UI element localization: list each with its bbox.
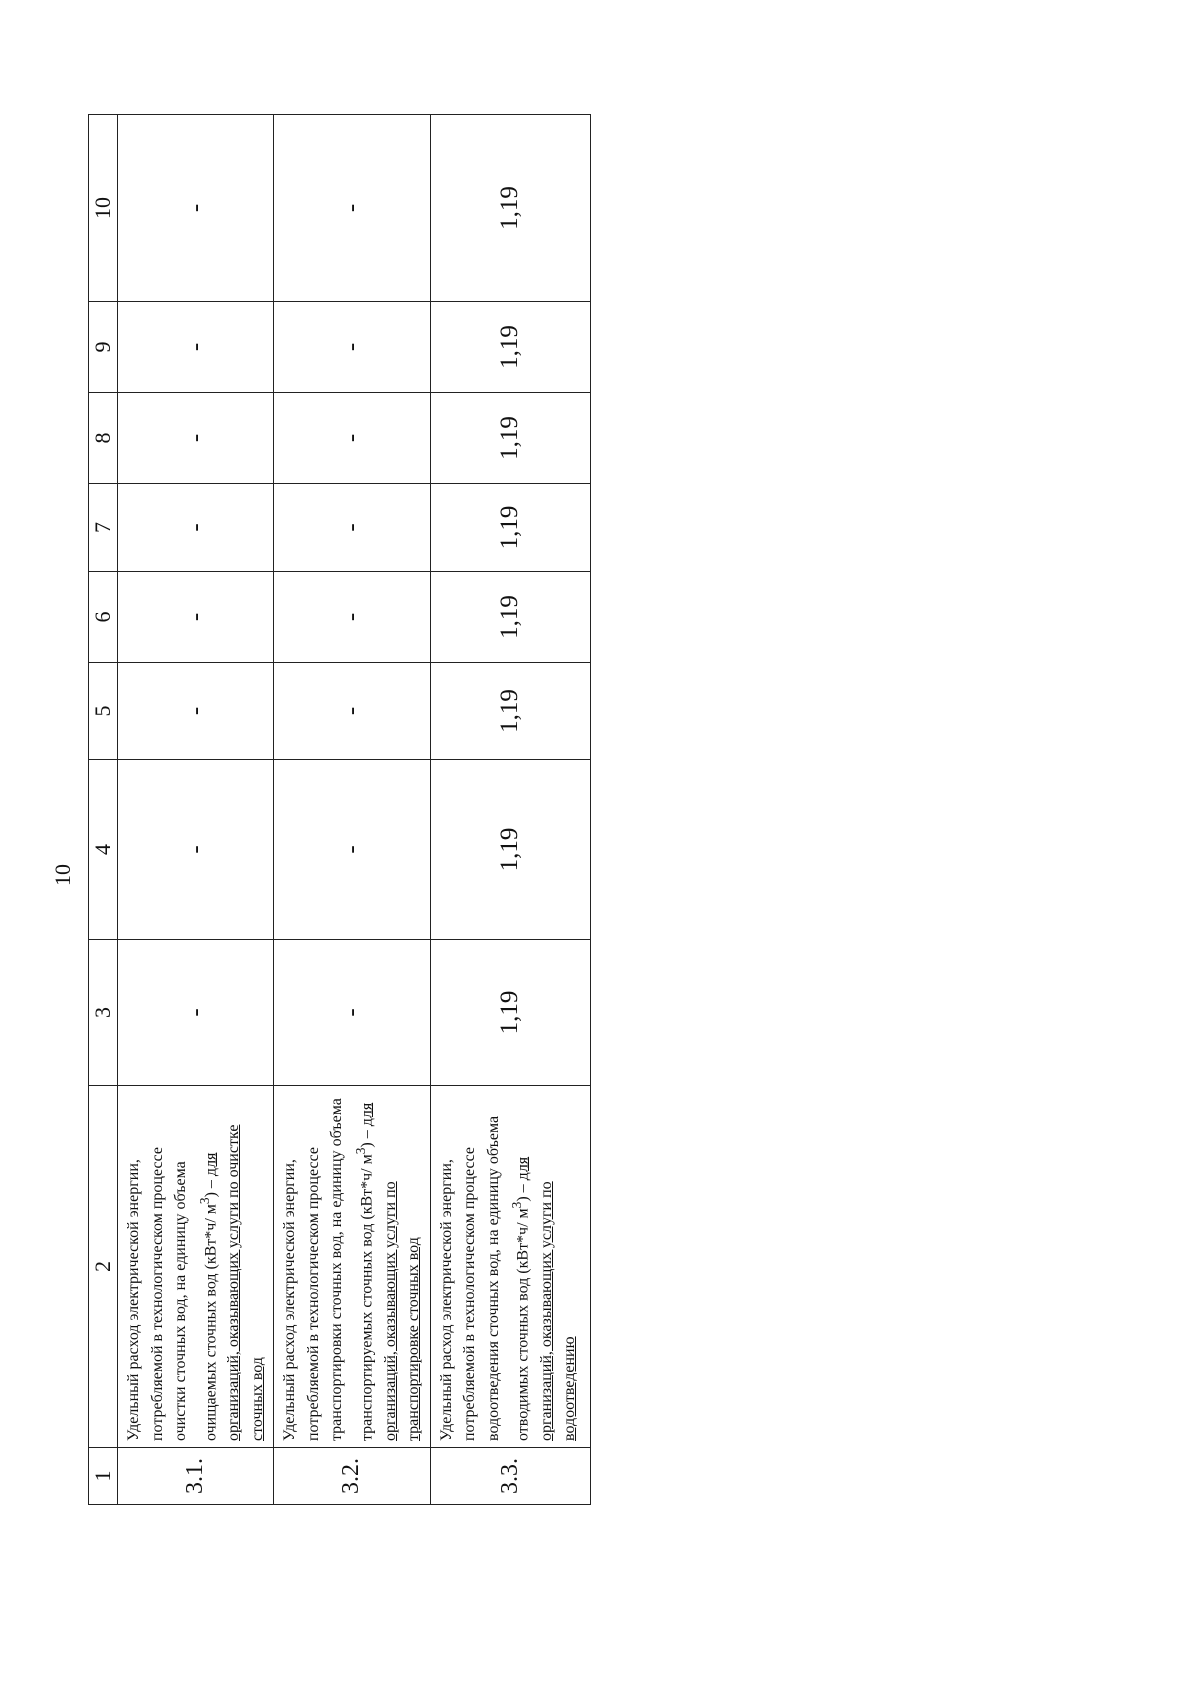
column-header: 4 — [89, 760, 118, 940]
value-cell: 1,19 — [430, 940, 590, 1086]
value-cell: - — [118, 663, 274, 760]
description-underlined: для организаций, оказывающих услуги по транспортировке сточных вод — [358, 1102, 423, 1441]
row-number: 3.1. — [118, 1448, 274, 1505]
table-row — [118, 115, 274, 1505]
value-cell: - — [118, 484, 274, 572]
value-cell: - — [118, 572, 274, 663]
column-header: 6 — [89, 572, 118, 663]
description-text: Удельный расход электрической энергии, потребляемой в технологическом процессе водоотведения сточных вод, на единицу объема отводимых сточных вод (кВт*ч/ м — [437, 1115, 532, 1441]
value-cell: - — [118, 940, 274, 1086]
column-header: 7 — [89, 484, 118, 572]
description-underlined: для организаций, оказывающих услуги по водоотведению — [514, 1156, 579, 1441]
row-description — [118, 1086, 274, 1448]
value-cell: - — [274, 115, 430, 302]
value-cell: - — [274, 393, 430, 484]
value-cell: 1,19 — [430, 663, 590, 760]
value-cell: 1,19 — [430, 484, 590, 572]
value-cell: - — [274, 572, 430, 663]
row-number: 3.3. — [430, 1448, 590, 1505]
value-cell: 1,19 — [430, 760, 590, 940]
row-description — [430, 1086, 590, 1448]
column-header: 10 — [89, 115, 118, 302]
column-header: 1 — [89, 1448, 118, 1505]
value-cell: - — [118, 393, 274, 484]
value-cell: - — [118, 302, 274, 393]
description-underlined: для организаций, оказывающих услуги по очистке сточных вод — [201, 1124, 266, 1441]
column-header: 3 — [89, 940, 118, 1086]
value-cell: 1,19 — [430, 393, 590, 484]
value-cell: - — [274, 484, 430, 572]
column-header: 5 — [89, 663, 118, 760]
value-cell: - — [274, 760, 430, 940]
description-tail: ) – — [201, 1176, 219, 1198]
column-header: 8 — [89, 393, 118, 484]
value-cell: - — [274, 940, 430, 1086]
table-row — [430, 115, 590, 1505]
page-number: 10 — [50, 864, 75, 886]
unit-superscript: 3 — [509, 1201, 525, 1209]
table-row — [274, 115, 430, 1505]
value-cell: 1,19 — [430, 572, 590, 663]
row-number: 3.2. — [274, 1448, 430, 1505]
value-cell: - — [274, 302, 430, 393]
table-header-row — [89, 115, 118, 1505]
rotated-page-content — [50, 55, 610, 1655]
value-cell: 1,19 — [430, 302, 590, 393]
column-header: 9 — [89, 302, 118, 393]
value-cell: - — [118, 115, 274, 302]
row-description — [274, 1086, 430, 1448]
value-cell: - — [118, 760, 274, 940]
norms-table — [88, 114, 591, 1505]
value-cell: - — [274, 663, 430, 760]
description-text: Удельный расход электрической энергии, потребляемой в технологическом процессе транспортировки сточных вод, на единицу объема транспортируемых сточных вод (кВт*ч/ м — [281, 1098, 376, 1441]
column-header: 2 — [89, 1086, 118, 1448]
description-tail: ) – — [514, 1180, 532, 1202]
value-cell: 1,19 — [430, 115, 590, 302]
unit-superscript: 3 — [352, 1147, 368, 1155]
unit-superscript: 3 — [196, 1197, 212, 1205]
description-text: Удельный расход электрической энергии, потребляемой в технологическом процессе очистки сточных вод, на единицу объема очищаемых сточных вод (кВт*ч/ м — [125, 1147, 219, 1441]
description-tail: ) – — [358, 1126, 376, 1148]
